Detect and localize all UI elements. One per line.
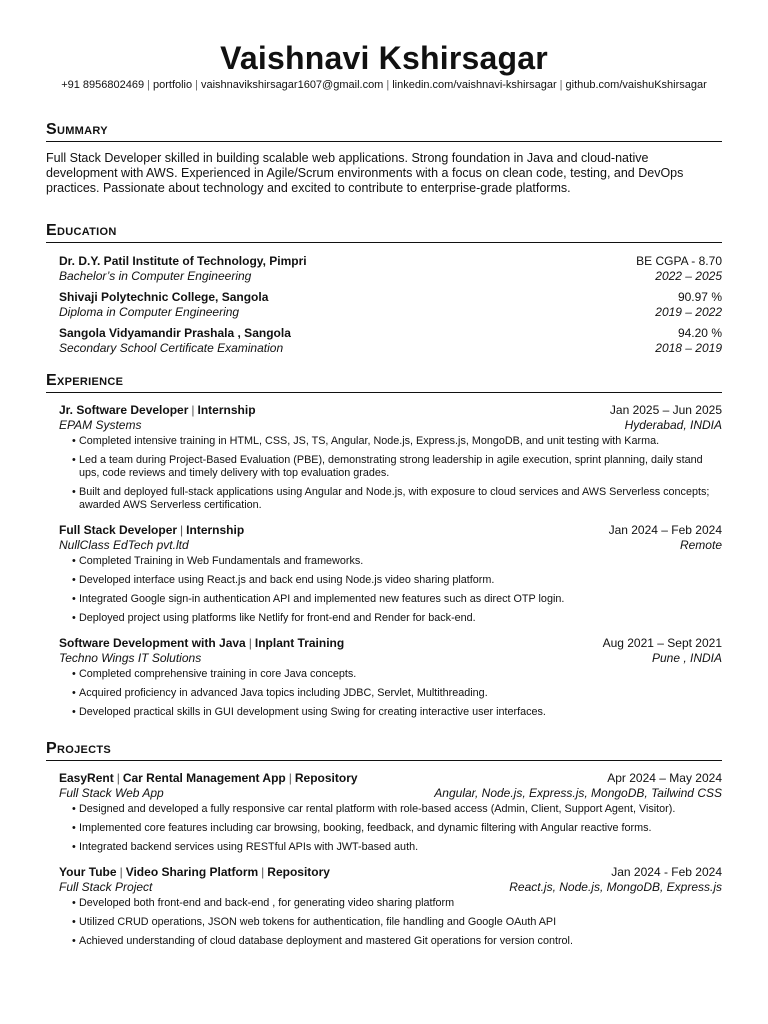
title-separator: | [180, 523, 184, 537]
contact-line [46, 78, 722, 92]
job-location: Pune , INDIA [651, 651, 722, 665]
job-bullets [59, 668, 722, 719]
education-dates: 2022 – 2025 [655, 269, 722, 283]
title-separator: | [191, 403, 195, 417]
project-dates: Jan 2024 - Feb 2024 [611, 865, 722, 879]
project-title: Car Rental Management App [122, 771, 286, 785]
job-bullets [59, 435, 722, 512]
bullet-item: • Integrated backend services using RESTful APIs with JWT-based auth. [72, 841, 722, 854]
contact-separator: | [147, 79, 150, 91]
project-item [59, 865, 722, 948]
job-dates: Jan 2024 – Feb 2024 [608, 523, 722, 537]
education-item [59, 290, 722, 320]
bullet-item: • Developed practical skills in GUI development using Swing for creating interactive user interfaces. [72, 706, 722, 719]
linkedin-link[interactable]: linkedin.com/vaishnavi-kshirsagar [392, 79, 557, 91]
bullet-item: • Utilized CRUD operations, JSON web tokens for authentication, file handling and Google OAuth API [72, 916, 722, 929]
portfolio-link[interactable]: portfolio [152, 79, 193, 91]
job-type: Inplant Training [254, 636, 345, 650]
bullet-item: • Completed comprehensive training in core Java concepts. [72, 668, 722, 681]
experience-item [59, 523, 722, 625]
project-dates: Apr 2024 – May 2024 [607, 771, 722, 785]
project-name: EasyRent [59, 771, 114, 785]
education-score: 94.20 % [677, 326, 722, 340]
project-title: Video Sharing Platform [125, 865, 259, 879]
phone-number: +91 8956802469 [61, 79, 145, 91]
education-heading: Education [46, 221, 722, 243]
experience-item [59, 403, 722, 512]
repository-link[interactable]: Repository [267, 865, 330, 879]
job-dates: Aug 2021 – Sept 2021 [602, 636, 722, 650]
bullet-item: • Designed and developed a fully responsive car rental platform with role-based access (Admin, Client, Support Agent, Visitor). [72, 803, 722, 816]
title-separator: | [261, 865, 265, 879]
projects-list [46, 771, 722, 948]
bullet-item: • Completed intensive training in HTML, CSS, JS, TS, Angular, Node.js, Express.js, MongoDB, and unit testing with Karma. [72, 435, 722, 448]
job-location: Hyderabad, INDIA [624, 418, 722, 432]
summary-heading: Summary [46, 120, 722, 142]
bullet-item: • Completed Training in Web Fundamentals and frameworks. [72, 555, 722, 568]
education-score: 90.97 % [677, 290, 722, 304]
education-item [59, 254, 722, 284]
job-role: Jr. Software Developer [59, 403, 189, 417]
education-score: BE CGPA - 8.70 [636, 254, 722, 268]
degree-name: Secondary School Certificate Examination [59, 341, 284, 355]
contact-separator: | [386, 79, 390, 91]
bullet-item: • Developed both front-end and back-end , for generating video sharing platform [72, 897, 722, 910]
projects-heading: Projects [46, 739, 722, 761]
project-stack: React.js, Node.js, MongoDB, Express.js [509, 880, 722, 894]
degree-name: Bachelor’s in Computer Engineering [59, 269, 252, 283]
education-dates: 2018 – 2019 [655, 341, 722, 355]
education-dates: 2019 – 2022 [655, 305, 722, 319]
repository-link[interactable]: Repository [294, 771, 358, 785]
bullet-item: • Achieved understanding of cloud database deployment and mastered Git operations for version control. [72, 935, 722, 948]
project-bullets [59, 803, 722, 854]
email-link[interactable]: vaishnavikshirsagar1607@gmail.com [200, 79, 384, 91]
bullet-item: • Implemented core features including car browsing, booking, feedback, and dynamic filtering with Angular reactive forms. [72, 822, 722, 835]
job-type: Internship [186, 523, 245, 537]
education-item [59, 326, 722, 356]
title-separator: | [288, 771, 292, 785]
bullet-item: • Acquired proficiency in advanced Java topics including JDBC, Servlet, Multithreading. [72, 687, 722, 700]
job-role: Full Stack Developer [59, 523, 178, 537]
bullet-item: • Built and deployed full-stack applications using Angular and Node.js, with exposure to cloud services and AWS Serverless concepts; awarded AWS Serverless certification. [72, 486, 722, 512]
title-separator: | [116, 771, 120, 785]
title-separator: | [119, 865, 123, 879]
bullet-item: • Developed interface using React.js and back end using Node.js video sharing platform. [72, 574, 722, 587]
job-role: Software Development with Java [59, 636, 246, 650]
contact-separator: | [559, 79, 563, 91]
summary-text: Full Stack Developer skilled in building scalable web applications. Strong foundation in Java and cloud-native development with AWS. Experienced in Agile/Scrum environments with a focus on clean code, testing, and DevOps practices. Passionate about technology and excited to contribute to enterprise-grade platforms. [46, 151, 684, 195]
project-kind: Full Stack Project [59, 880, 153, 894]
project-kind: Full Stack Web App [59, 786, 164, 800]
project-name: Your Tube [59, 865, 117, 879]
contact-separator: | [195, 79, 198, 91]
degree-name: Diploma in Computer Engineering [59, 305, 240, 319]
experience-list [46, 403, 722, 719]
github-link[interactable]: github.com/vaishuKshirsagar [565, 79, 707, 91]
school-name: Dr. D.Y. Patil Institute of Technology, Pimpri [59, 254, 307, 268]
candidate-name: Vaishnavi Kshirsagar [220, 40, 548, 76]
job-location: Remote [679, 538, 722, 552]
company-name: Techno Wings IT Solutions [59, 651, 202, 665]
job-dates: Jan 2025 – Jun 2025 [609, 403, 722, 417]
title-separator: | [248, 636, 252, 650]
company-name: NullClass EdTech pvt.ltd [59, 538, 189, 552]
experience-item [59, 636, 722, 719]
project-stack: Angular, Node.js, Express.js, MongoDB, Tailwind CSS [434, 786, 722, 800]
job-type: Internship [197, 403, 256, 417]
bullet-item: • Deployed project using platforms like Netlify for front-end and Render for back-end. [72, 612, 722, 625]
project-bullets [59, 897, 722, 948]
company-name: EPAM Systems [59, 418, 142, 432]
experience-heading: Experience [46, 371, 722, 393]
bullet-item: • Integrated Google sign-in authentication API and implemented new features such as direct OTP login. [72, 593, 722, 606]
job-bullets [59, 555, 722, 625]
project-item [59, 771, 722, 854]
school-name: Shivaji Polytechnic College, Sangola [59, 290, 269, 304]
education-list [46, 254, 722, 356]
bullet-item: • Led a team during Project-Based Evaluation (PBE), demonstrating strong leadership in agile execution, sprint planning, daily stand ups, code reviews and timely delivery with top evaluation grades. [72, 454, 722, 480]
school-name: Sangola Vidyamandir Prashala , Sangola [59, 326, 291, 340]
